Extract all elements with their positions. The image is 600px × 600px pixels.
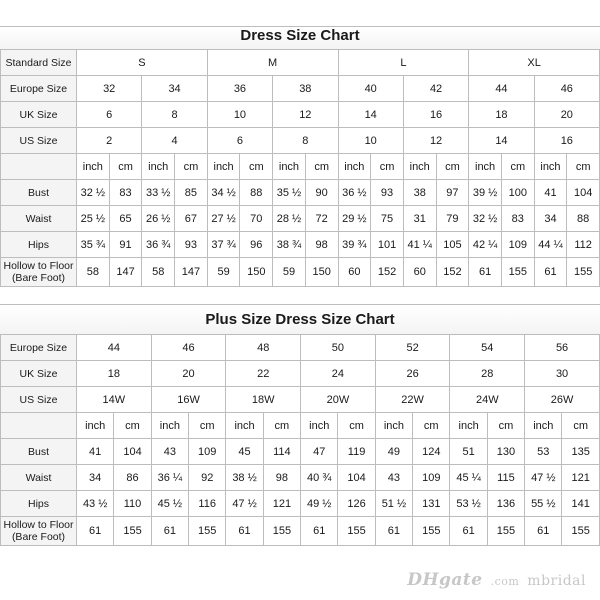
table-cell: 52 [375,335,450,361]
table-cell: 16 [403,102,468,128]
row-label [1,154,77,180]
table-cell: L [338,50,469,76]
dress-size-table [0,49,600,287]
row-label: US Size [1,128,77,154]
row-label: Bust [1,180,77,206]
table-cell: 93 [371,180,404,206]
table-cell: 26W [525,387,600,413]
table-cell: 126 [338,491,375,517]
watermark-site: .com [490,575,520,588]
table-cell: 31 [403,206,436,232]
table-cell: 18W [226,387,301,413]
table-cell: 49 [375,439,412,465]
table-cell: 38 ¾ [273,232,306,258]
table-cell: 155 [501,258,534,287]
table-cell: 36 ¼ [151,465,188,491]
table-cell: 20W [301,387,376,413]
table-cell: 22W [375,387,450,413]
table-cell: 16W [151,387,226,413]
table-cell: cm [487,413,524,439]
table-cell: 10 [338,128,403,154]
table-cell: 14 [469,128,534,154]
table-cell: cm [189,413,226,439]
table-cell: 33 ½ [142,180,175,206]
row-label [1,413,77,439]
table-cell: 35 ¾ [77,232,110,258]
store-name: mbridal [527,573,586,589]
row-label: Hollow to Floor (Bare Foot) [1,517,77,546]
row-label: Europe Size [1,335,77,361]
table-cell: inch [77,413,114,439]
table-cell: 47 ½ [226,491,263,517]
table-cell: cm [175,154,208,180]
table-cell: 60 [403,258,436,287]
table-cell: 109 [189,439,226,465]
table-cell: 110 [114,491,151,517]
store-watermark [407,570,586,590]
table-cell: cm [305,154,338,180]
table-cell: 18 [77,361,152,387]
plus-size-table [0,334,600,546]
table-row [1,180,600,206]
table-cell: 53 [525,439,562,465]
table-cell: 70 [240,206,273,232]
table-cell: 34 [77,465,114,491]
table-cell: inch [375,413,412,439]
table-cell: 54 [450,335,525,361]
table-cell: 40 ¾ [301,465,338,491]
table-cell: 30 [525,361,600,387]
table-cell: 104 [114,439,151,465]
table-cell: 41 [534,180,567,206]
dress-size-chart [0,26,600,287]
table-cell: 47 [301,439,338,465]
table-cell: 14 [338,102,403,128]
table-cell: 155 [562,517,600,546]
row-label: UK Size [1,361,77,387]
table-cell: cm [338,413,375,439]
table-cell: 85 [175,180,208,206]
table-row [1,387,600,413]
row-label: Hollow to Floor (Bare Foot) [1,258,77,287]
table-cell: 119 [338,439,375,465]
table-cell: 58 [142,258,175,287]
table-cell: 27 ½ [207,206,240,232]
table-cell: 44 [469,76,534,102]
table-cell: cm [501,154,534,180]
table-cell: 26 ½ [142,206,175,232]
table-cell: 100 [501,180,534,206]
table-row [1,361,600,387]
table-cell: 53 ½ [450,491,487,517]
table-cell: 61 [77,517,114,546]
chart-title: Dress Size Chart [0,26,600,49]
table-cell: 28 [450,361,525,387]
table-cell: inch [151,413,188,439]
table-cell: 155 [487,517,524,546]
table-cell: 67 [175,206,208,232]
table-cell: 104 [567,180,600,206]
table-cell: cm [263,413,300,439]
table-cell: 147 [175,258,208,287]
table-cell: 34 [142,76,207,102]
table-cell: 8 [142,102,207,128]
table-cell: 36 ½ [338,180,371,206]
table-cell: 88 [567,206,600,232]
table-cell: 44 ¼ [534,232,567,258]
table-cell: 25 ½ [77,206,110,232]
table-cell: 104 [338,465,375,491]
table-cell: 18 [469,102,534,128]
table-cell: 121 [562,465,600,491]
table-cell: 38 ½ [226,465,263,491]
table-cell: 59 [273,258,306,287]
table-cell: cm [240,154,273,180]
table-cell: inch [273,154,306,180]
table-cell: 155 [263,517,300,546]
table-cell: 97 [436,180,469,206]
table-cell: 41 [77,439,114,465]
table-cell: 98 [263,465,300,491]
table-cell: 32 ½ [77,180,110,206]
table-cell: 114 [263,439,300,465]
table-cell: 40 [338,76,403,102]
table-cell: 42 ¼ [469,232,502,258]
table-cell: 51 ½ [375,491,412,517]
table-cell: 72 [305,206,338,232]
table-cell: cm [567,154,600,180]
table-cell: 83 [109,180,142,206]
table-cell: 155 [567,258,600,287]
table-cell: inch [450,413,487,439]
table-cell: 43 [151,439,188,465]
table-cell: cm [371,154,404,180]
table-cell: 60 [338,258,371,287]
table-cell: 155 [338,517,375,546]
table-row [1,465,600,491]
row-label: Bust [1,439,77,465]
table-cell: 88 [240,180,273,206]
table-cell: inch [534,154,567,180]
table-cell: 50 [301,335,376,361]
table-cell: 93 [175,232,208,258]
table-cell: S [77,50,208,76]
table-cell: 83 [501,206,534,232]
table-cell: 59 [207,258,240,287]
row-label: Hips [1,232,77,258]
table-cell: 32 [77,76,142,102]
table-cell: 109 [413,465,450,491]
table-cell: 141 [562,491,600,517]
table-cell: 43 [375,465,412,491]
table-cell: cm [413,413,450,439]
table-cell: 35 ½ [273,180,306,206]
table-cell: 34 ½ [207,180,240,206]
table-cell: 39 ½ [469,180,502,206]
table-cell: 34 [534,206,567,232]
table-cell: 121 [263,491,300,517]
table-cell: cm [436,154,469,180]
table-cell: 155 [413,517,450,546]
table-cell: 44 [77,335,152,361]
table-cell: 147 [109,258,142,287]
table-cell: 61 [525,517,562,546]
table-cell: 150 [240,258,273,287]
table-cell: inch [142,154,175,180]
table-row [1,232,600,258]
table-row [1,335,600,361]
row-label: Europe Size [1,76,77,102]
table-cell: 152 [436,258,469,287]
table-cell: 10 [207,102,272,128]
table-cell: 12 [403,128,468,154]
table-cell: 49 ½ [301,491,338,517]
table-cell: 56 [525,335,600,361]
table-row [1,154,600,180]
table-cell: inch [207,154,240,180]
table-cell: 46 [151,335,226,361]
table-cell: 14W [77,387,152,413]
table-cell: 48 [226,335,301,361]
table-cell: 38 [403,180,436,206]
table-cell: 51 [450,439,487,465]
table-cell: 155 [189,517,226,546]
table-cell: 20 [534,102,599,128]
table-cell: 109 [501,232,534,258]
table-row [1,491,600,517]
table-cell: 135 [562,439,600,465]
table-cell: 16 [534,128,599,154]
plus-size-chart [0,304,600,546]
table-cell: XL [469,50,600,76]
table-cell: 55 ½ [525,491,562,517]
table-cell: inch [77,154,110,180]
table-cell: 155 [114,517,151,546]
table-cell: 26 [375,361,450,387]
table-row [1,206,600,232]
dhgate-logo: DHgate [407,570,483,590]
row-label: US Size [1,387,77,413]
table-cell: 45 [226,439,263,465]
table-cell: 86 [114,465,151,491]
table-cell: 115 [487,465,524,491]
table-cell: 61 [469,258,502,287]
table-cell: 6 [77,102,142,128]
table-cell: 45 ¼ [450,465,487,491]
table-cell: 24 [301,361,376,387]
row-label: Waist [1,206,77,232]
table-row [1,258,600,287]
row-label: Waist [1,465,77,491]
table-row [1,76,600,102]
chart-title: Plus Size Dress Size Chart [0,304,600,334]
table-cell: 90 [305,180,338,206]
table-cell: 43 ½ [77,491,114,517]
table-cell: inch [226,413,263,439]
table-row [1,439,600,465]
table-cell: 79 [436,206,469,232]
table-cell: 124 [413,439,450,465]
table-cell: 92 [189,465,226,491]
table-cell: 20 [151,361,226,387]
table-cell: 45 ½ [151,491,188,517]
table-cell: 29 ½ [338,206,371,232]
table-cell: 36 [207,76,272,102]
table-row [1,50,600,76]
table-cell: 24W [450,387,525,413]
table-cell: 6 [207,128,272,154]
table-cell: M [207,50,338,76]
table-cell: cm [109,154,142,180]
table-cell: 61 [151,517,188,546]
table-cell: 98 [305,232,338,258]
row-label: UK Size [1,102,77,128]
table-cell: 116 [189,491,226,517]
table-cell: 4 [142,128,207,154]
table-cell: 152 [371,258,404,287]
table-cell: 2 [77,128,142,154]
table-cell: 8 [273,128,338,154]
table-cell: inch [338,154,371,180]
table-cell: 22 [226,361,301,387]
table-cell: 131 [413,491,450,517]
table-cell: 91 [109,232,142,258]
table-row [1,128,600,154]
table-cell: 41 ¼ [403,232,436,258]
table-cell: 75 [371,206,404,232]
table-cell: 58 [77,258,110,287]
table-cell: 61 [301,517,338,546]
row-label: Hips [1,491,77,517]
table-cell: 12 [273,102,338,128]
table-cell: 61 [450,517,487,546]
table-cell: 39 ¾ [338,232,371,258]
table-cell: 46 [534,76,599,102]
table-cell: 36 ¾ [142,232,175,258]
table-cell: 105 [436,232,469,258]
table-row [1,517,600,546]
table-row [1,102,600,128]
table-row [1,413,600,439]
table-cell: 65 [109,206,142,232]
table-cell: 32 ½ [469,206,502,232]
table-cell: 42 [403,76,468,102]
table-cell: 96 [240,232,273,258]
table-cell: 130 [487,439,524,465]
table-cell: inch [403,154,436,180]
table-cell: 150 [305,258,338,287]
table-cell: 61 [226,517,263,546]
table-cell: 136 [487,491,524,517]
table-cell: cm [114,413,151,439]
table-cell: inch [525,413,562,439]
table-cell: 38 [273,76,338,102]
table-cell: inch [301,413,338,439]
table-cell: 112 [567,232,600,258]
table-cell: 37 ¾ [207,232,240,258]
table-cell: 101 [371,232,404,258]
table-cell: 28 ½ [273,206,306,232]
row-label: Standard Size [1,50,77,76]
table-cell: cm [562,413,600,439]
table-cell: 47 ½ [525,465,562,491]
table-cell: 61 [534,258,567,287]
table-cell: 61 [375,517,412,546]
table-cell: inch [469,154,502,180]
